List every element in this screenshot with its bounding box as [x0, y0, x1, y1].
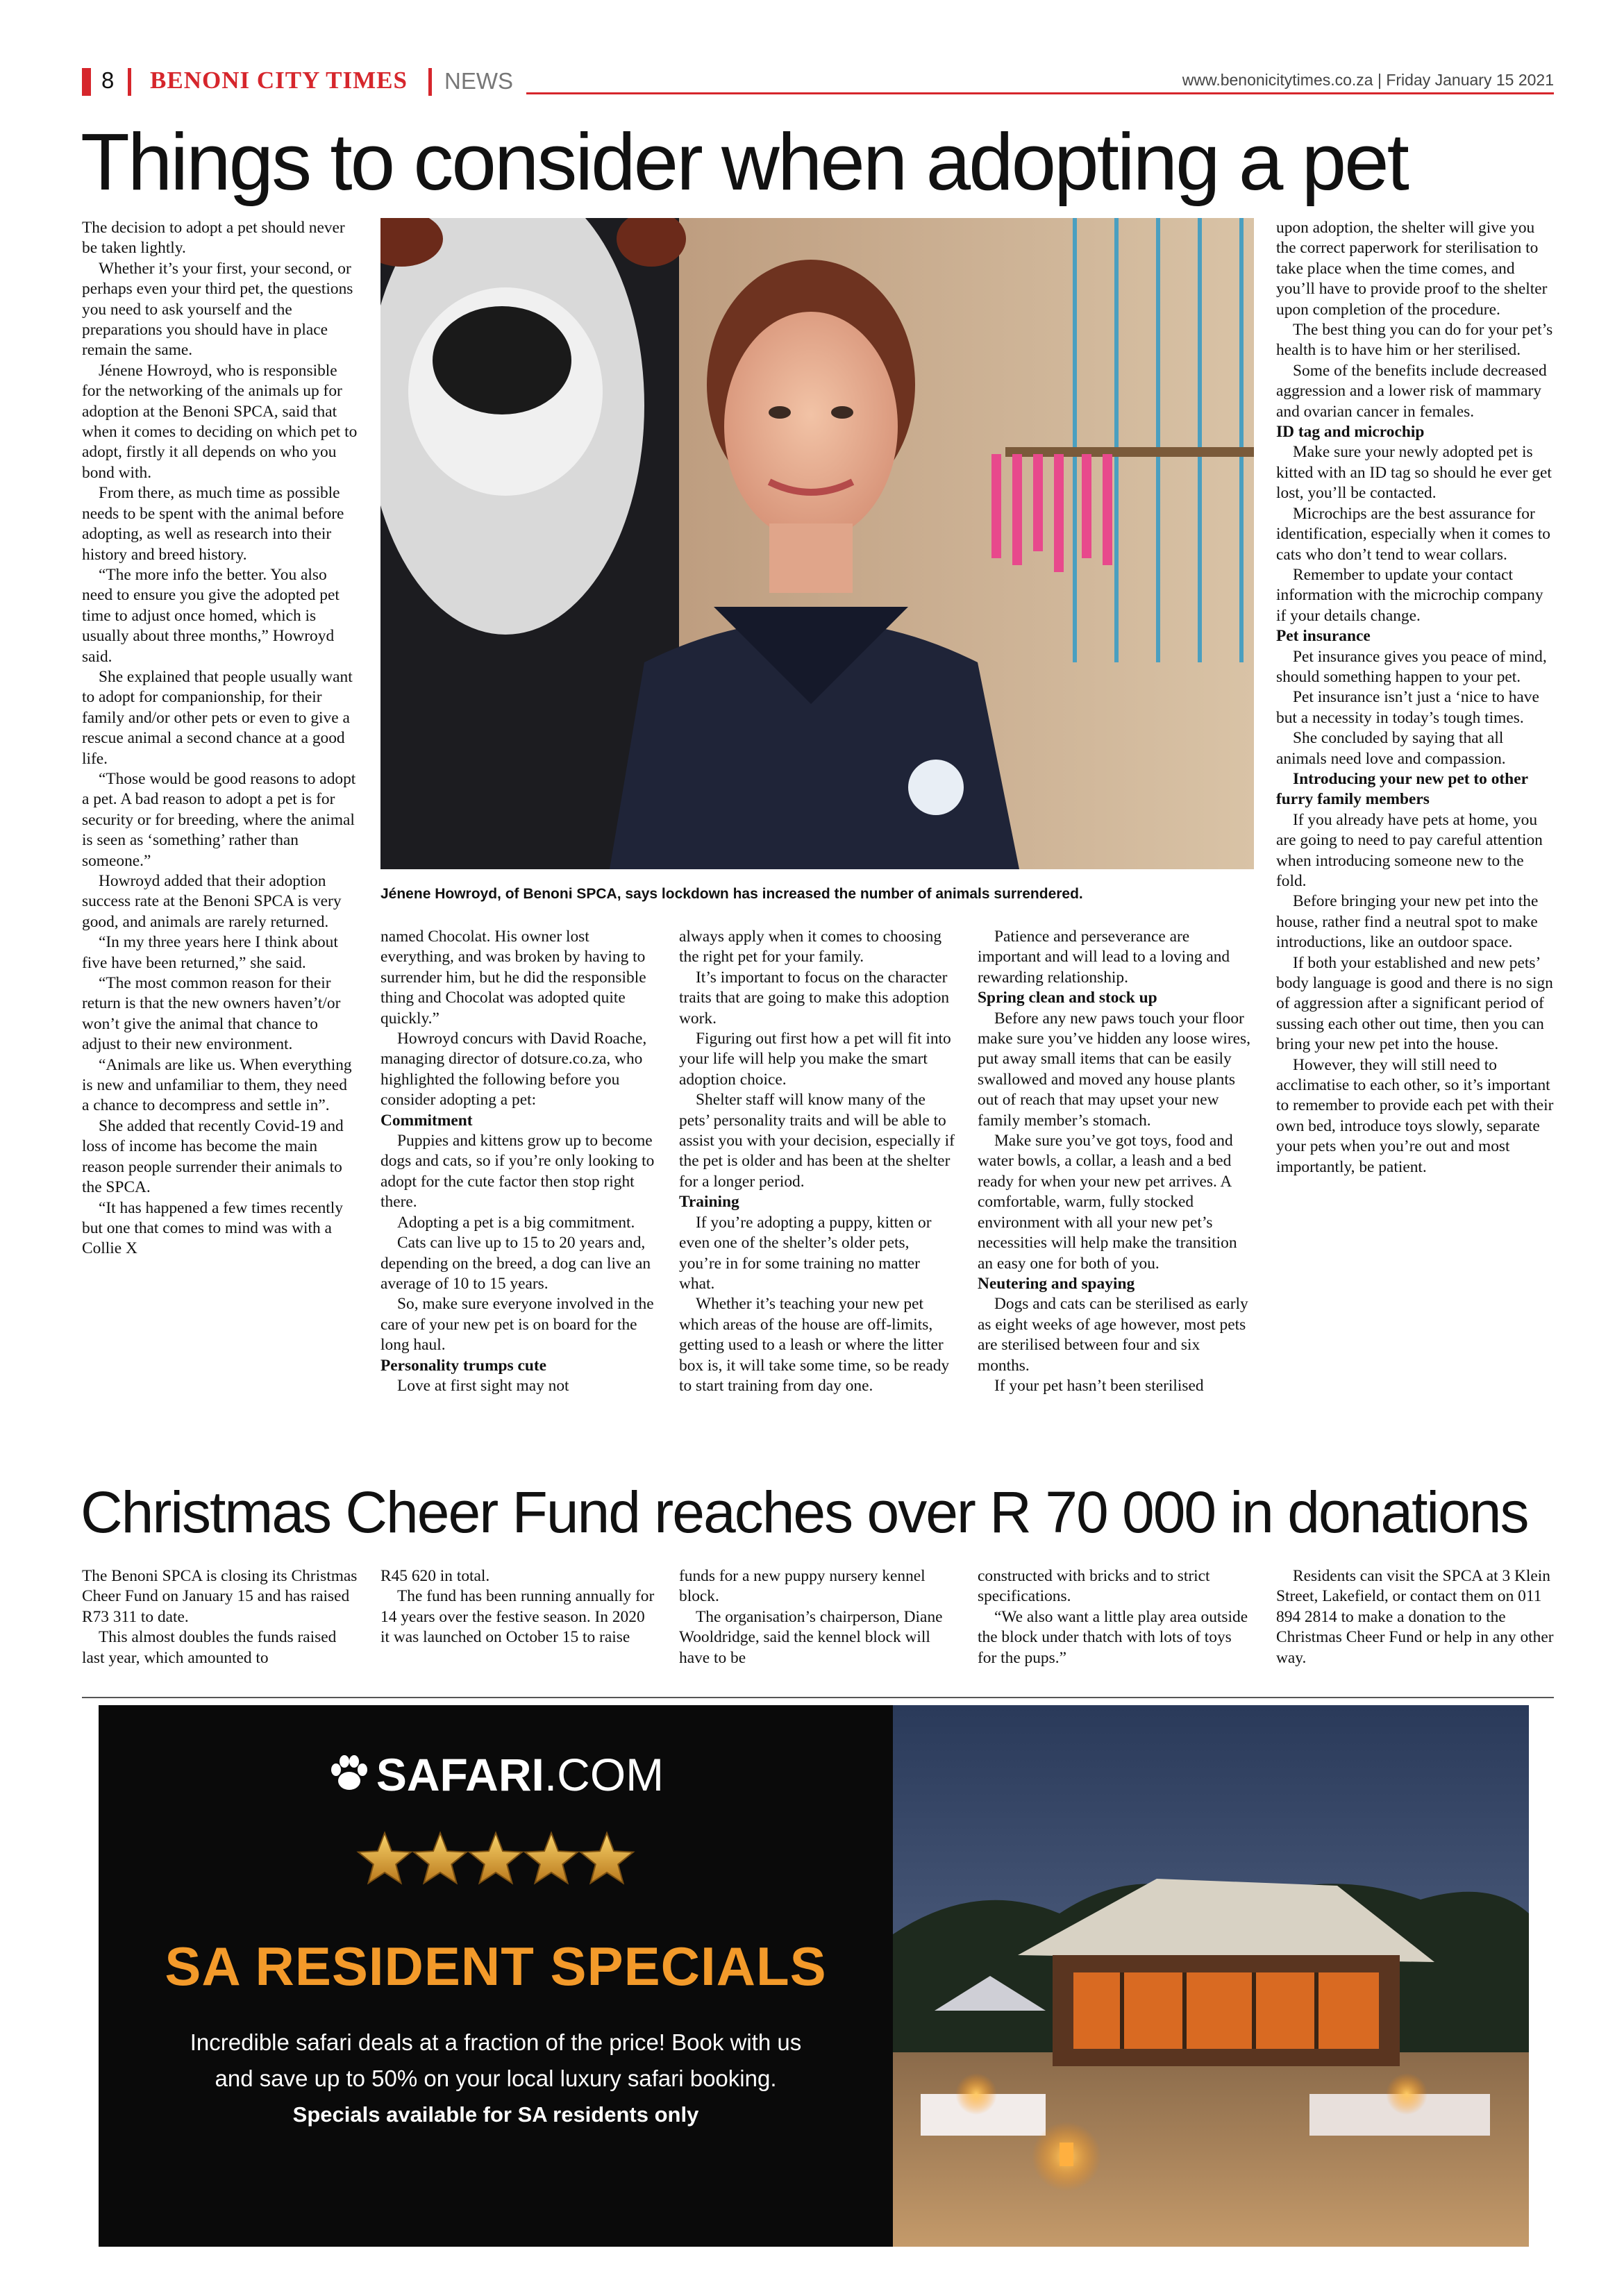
paragraph: She added that recently Covid-19 and loss of income has become the main reason people surrender their animals to the SPCA. — [82, 1116, 344, 1197]
paragraph: Dogs and cats can be sterilised as early as eight weeks of age however, most pets are sterilised between four and six months. — [978, 1295, 1248, 1375]
star-icon — [525, 1833, 578, 1883]
masthead-bar — [82, 68, 91, 96]
paragraph: named Chocolat. His owner lost everything, and was broken by having to surrender him, but he did the responsible thing and Chocolat was adopted quite quickly.” — [380, 928, 646, 1028]
advert-note: Specials available for SA residents only — [292, 2102, 699, 2127]
paragraph: “In my three years here I think about five have been returned,” she said. — [82, 933, 338, 972]
paragraph: “The more info the better. You also need to ensure you give the adopted pet time to adjust once homed, which is usually about three months,” Howroyd said. — [82, 565, 340, 666]
article-column — [380, 927, 657, 1396]
paragraph: “Animals are like us. When everything is new and unfamiliar to them, they need a chance to decompress and settle in”. — [82, 1055, 352, 1115]
paragraph: Residents can visit the SPCA at 3 Klein Street, Lakefield, or contact them on 011 894 2814 to make a donation to the Christmas Cheer Fund or help in any other way. — [1276, 1567, 1554, 1667]
photo-caption: Jénene Howroyd, of Benoni SPCA, says lockdown has increased the number of animals surrendered. — [380, 886, 1083, 902]
paragraph: Microchips are the best assurance for identification, especially when it comes to cats who don’t tend to wear collars. — [1276, 504, 1550, 564]
paragraph: R45 620 in total. — [380, 1567, 490, 1585]
safari-advert[interactable] — [99, 1705, 1529, 2247]
subheading: ID tag and microchip — [1276, 423, 1425, 442]
brand-bold: SAFARI — [376, 1749, 544, 1800]
paragraph: Puppies and kittens grow up to become dogs and cats, so if you’re only looking to adopt for the cute factor then stop right there. — [380, 1132, 655, 1212]
star-icon — [580, 1833, 633, 1883]
article-headline: Christmas Cheer Fund reaches over R 70 000 in donations — [81, 1480, 1528, 1545]
article-column — [1276, 1566, 1554, 1668]
paragraph: She explained that people usually want to adopt for companionship, for their family and/or other pets or even to give a rescue animal a second chance at a good life. — [82, 667, 353, 768]
paragraph: “The most common reason for their return is that the new owners haven’t/or won’t give the animal that chance to adjust to their new environment. — [82, 974, 341, 1054]
paragraph: So, make sure everyone involved in the care of your new pet is on board for the long haul. — [380, 1295, 654, 1355]
dateline: www.benonicitytimes.co.za | Friday January 15 2021 — [1182, 71, 1554, 89]
advert-title: SA RESIDENT SPECIALS — [165, 1936, 827, 1997]
paragraph: Adopting a pet is a big commitment. — [397, 1213, 635, 1232]
newspaper-name: BENONI CITY TIMES — [150, 67, 408, 94]
paragraph: Patience and perseverance are important and will lead to a loving and rewarding relationship. — [978, 928, 1230, 987]
article-column — [82, 218, 358, 1259]
subheading: Spring clean and stock up — [978, 989, 1157, 1007]
masthead-divider — [128, 68, 131, 96]
paragraph: “It has happened a few times recently but one that comes to mind was with a Collie X — [82, 1198, 344, 1258]
paragraph: “Those would be good reasons to adopt a pet. A bad reason to adopt a pet is for security or for breeding, where the animal is seen as ‘something’ rather than someone.” — [82, 769, 356, 870]
paragraph: From there, as much time as possible needs to be spent with the animal before adopting, as well as research into their history and breed history. — [82, 484, 344, 564]
five-star-rating-icon — [355, 1829, 636, 1890]
paragraph: Jénene Howroyd, who is responsible for the networking of the animals up for adoption at the Benoni SPCA, said that when it comes to deciding on which pet to adopt, firstly it all depends on who you bond with. — [82, 361, 358, 482]
star-icon — [358, 1833, 411, 1883]
paragraph: Make sure your newly adopted pet is kitted with an ID tag so should he ever get lost, you’ll be contacted. — [1276, 443, 1552, 503]
page-number: 8 — [101, 67, 115, 93]
paragraph: Pet insurance isn’t just a ‘nice to have but a necessity in today’s tough times. — [1276, 688, 1539, 727]
paragraph: If your pet hasn’t been sterilised — [994, 1376, 1204, 1395]
article-column — [1276, 218, 1554, 1178]
paragraph: Howroyd concurs with David Roache, managing director of dotsure.co.za, who highlighted the following before you consider adopting a pet: — [380, 1030, 647, 1109]
article-column — [679, 1566, 955, 1668]
section-label: NEWS — [444, 68, 513, 94]
article-column — [978, 1566, 1254, 1668]
brand-light: .COM — [544, 1749, 664, 1800]
paragraph: The organisation’s chairperson, Diane Wooldridge, said the kennel block will have to be — [679, 1607, 943, 1667]
paragraph: The Benoni SPCA is closing its Christmas Cheer Fund on January 15 and has raised R73 311 to date. — [82, 1567, 358, 1626]
paragraph: “We also want a little play area outside the block under thatch with lots of toys for the pups.” — [978, 1607, 1248, 1667]
paragraph: Make sure you’ve got toys, food and water bowls, a collar, a leash and a bed ready for when your new pet arrives. A comfortable, warm, fully stocked environment with all your new pet’s necessities will help make the transition an easy one for both of you. — [978, 1132, 1237, 1273]
paragraph: If both your established and new pets’ body language is good and there is no sign of aggression after a significant period of sussing each other out time, then you can bring your new pet into the house. — [1276, 953, 1553, 1054]
advert-text-panel — [99, 1705, 893, 2247]
article-photo — [380, 218, 1254, 869]
paragraph: Whether it’s teaching your new pet which areas of the house are off-limits, getting used to a leash or where the litter box is, it will take some time, so be ready to start training from day one. — [679, 1295, 950, 1395]
paragraph: The decision to adopt a pet should never be taken lightly. — [82, 219, 345, 258]
paragraph: Shelter staff will know many of the pets’ personality traits and will be able to assist you with your decision, especially if the pet is older and has been at the shelter for a longer period. — [679, 1091, 955, 1191]
star-icon — [469, 1833, 522, 1883]
paragraph: The best thing you can do for your pet’s health is to have him or her sterilised. — [1276, 321, 1553, 360]
paragraph: Before bringing your new pet into the house, rather find a neutral spot to make introductions, like an outdoor space. — [1276, 892, 1539, 952]
subheading: Introducing your new pet to other furry family members — [1276, 769, 1528, 809]
paragraph: However, they will still need to acclimatise to each other, so it’s important to remember to provide each pet with their own bed, introduce toys slowly, separate your pets when you’re out and most importantly, be patient. — [1276, 1055, 1554, 1176]
subheading: Personality trumps cute — [380, 1356, 547, 1375]
paw-icon — [328, 1752, 371, 1795]
paragraph: Some of the benefits include decreased aggression and a lower risk of mammary and ovarian cancer in females. — [1276, 361, 1547, 421]
paragraph: Figuring out first how a pet will fit into your life will help you make the smart adoption choice. — [679, 1030, 951, 1089]
paragraph: funds for a new puppy nursery kennel block. — [679, 1567, 926, 1606]
photo-illustration — [380, 218, 1254, 869]
safari-camp-photo — [893, 1705, 1529, 2247]
article-headline: Things to consider when adopting a pet — [81, 117, 1407, 207]
section-divider — [82, 1697, 1554, 1698]
advert-logo — [99, 1747, 893, 1802]
paragraph: Remember to update your contact information with the microchip company if your details change. — [1276, 565, 1543, 625]
paragraph: The fund has been running annually for 14 years over the festive season. In 2020 it was launched on October 15 to raise — [380, 1587, 655, 1647]
paragraph: constructed with bricks and to strict specifications. — [978, 1567, 1210, 1606]
paragraph: This almost doubles the funds raised last year, which amounted to — [82, 1628, 337, 1667]
subheading: Training — [679, 1193, 739, 1212]
article-column — [380, 1566, 657, 1648]
paragraph: She concluded by saying that all animals need love and compassion. — [1276, 729, 1506, 768]
paragraph: If you already have pets at home, you are going to need to pay careful attention when introducing someone new to the fold. — [1276, 810, 1543, 890]
subheading: Pet insurance — [1276, 627, 1371, 646]
paragraph: upon adoption, the shelter will give you the correct paperwork for sterilisation to take place when the time comes, and you’ll have to provide proof to the shelter upon completion of the procedure. — [1276, 219, 1548, 319]
paragraph: Howroyd added that their adoption success rate at the Benoni SPCA is very good, and animals are rarely returned. — [82, 872, 342, 931]
masthead-divider — [428, 68, 432, 96]
paragraph: always apply when it comes to choosing the right pet for your family. — [679, 928, 942, 966]
paragraph: If you’re adopting a puppy, kitten or even one of the shelter’s older pets, you’re in for some training no matter what. — [679, 1213, 932, 1293]
star-icon — [414, 1833, 467, 1883]
paragraph: It’s important to focus on the character traits that are going to make this adoption work. — [679, 968, 950, 1028]
masthead-rule — [526, 92, 1554, 94]
article-column — [978, 927, 1254, 1396]
paragraph: Love at first sight may not — [397, 1376, 569, 1395]
subheading: Commitment — [380, 1111, 473, 1130]
article-column — [82, 1566, 358, 1668]
paragraph: Pet insurance gives you peace of mind, should something happen to your pet. — [1276, 647, 1547, 686]
advert-body: Incredible safari deals at a fraction of the price! Book with us and save up to 50% on your local luxury safari booking. — [190, 2029, 802, 2091]
paragraph: Whether it’s your first, your second, or perhaps even your third pet, the questions you need to ask yourself and the preparations you should have in place remain the same. — [82, 259, 353, 360]
paragraph: Cats can live up to 15 to 20 years and, depending on the breed, a dog can live an average of 10 to 15 years. — [380, 1234, 651, 1293]
subheading: Neutering and spaying — [978, 1274, 1135, 1293]
article-column — [679, 927, 955, 1396]
paragraph: Before any new paws touch your floor make sure you’ve hidden any loose wires, put away small items that can be easily swallowed and moved any house plants out of reach that may upset your new family member’s stomach. — [978, 1009, 1250, 1130]
